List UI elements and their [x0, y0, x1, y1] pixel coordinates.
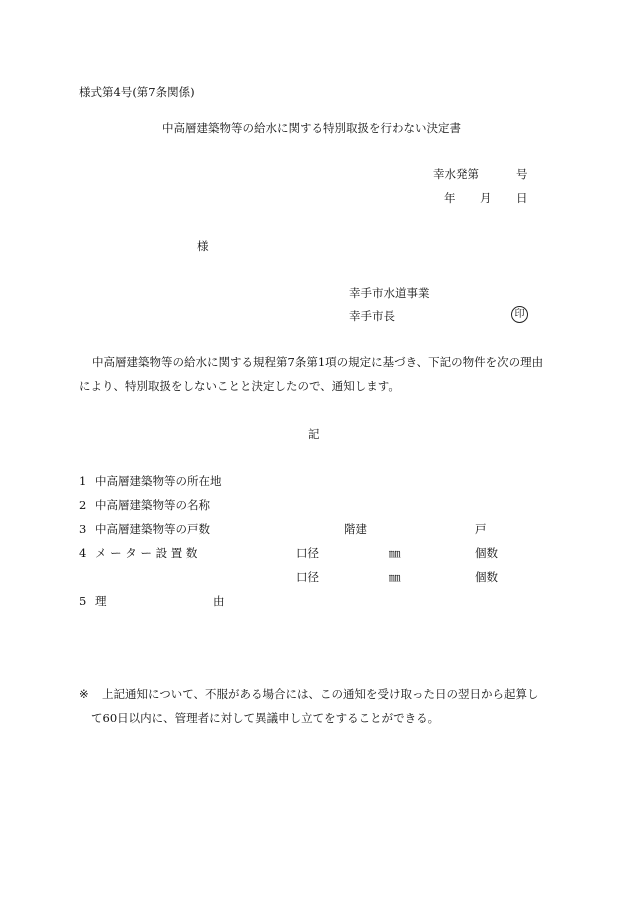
item-2-number: 2 — [79, 498, 87, 512]
document-title: 中高層建築物等の給水に関する特別取扱を行わない決定書 — [162, 121, 461, 135]
heading-ki: 記 — [308, 427, 320, 441]
item-4-count-1: 個数 — [475, 546, 498, 560]
doc-ref-prefix: 幸水発第 — [433, 167, 479, 181]
seal-mark: 印 — [511, 306, 528, 323]
issuer-org: 幸手市水道事業 — [349, 286, 430, 300]
item-4-caliber-2: 口径 — [296, 570, 319, 584]
note-line-1: 上記通知について、不服がある場合には、この通知を受け取った日の翌日から起算し — [102, 687, 539, 701]
issuer-title: 幸手市長 — [349, 309, 395, 323]
form-number: 様式第4号(第7条関係) — [79, 85, 195, 99]
item-4-number: 4 — [79, 546, 87, 560]
item-2-label: 中高層建築物等の名称 — [95, 498, 210, 512]
date-month: 月 — [480, 191, 492, 205]
addressee-suffix: 様 — [197, 239, 209, 253]
item-4-count-2: 個数 — [475, 570, 498, 584]
item-3-label: 中高層建築物等の戸数 — [95, 522, 210, 536]
item-4-mm-1: ㎜ — [389, 546, 401, 560]
item-4-caliber-1: 口径 — [296, 546, 319, 560]
item-5-label-a: 理 — [95, 594, 107, 608]
item-4-mm-2: ㎜ — [389, 570, 401, 584]
note-line-2: て60日以内に、管理者に対して異議申し立てをすることができる。 — [91, 711, 440, 725]
item-3-floors: 階建 — [344, 522, 367, 536]
date-day: 日 — [516, 191, 528, 205]
item-1-label: 中高層建築物等の所在地 — [95, 474, 222, 488]
item-5-label-b: 由 — [213, 594, 225, 608]
body-line-2: により、特別取扱をしないことと決定したので、通知します。 — [79, 379, 400, 393]
item-3-units: 戸 — [475, 522, 487, 536]
item-4-label: メ ー タ ー 設 置 数 — [95, 546, 198, 560]
date-year: 年 — [444, 191, 456, 205]
item-3-number: 3 — [79, 522, 87, 536]
item-5-number: 5 — [79, 594, 87, 608]
doc-ref-suffix: 号 — [516, 167, 528, 181]
note-mark: ※ — [79, 687, 89, 701]
item-1-number: 1 — [79, 474, 87, 488]
body-line-1: 中高層建築物等の給水に関する規程第7条第1項の規定に基づき、下記の物件を次の理由 — [92, 355, 544, 369]
